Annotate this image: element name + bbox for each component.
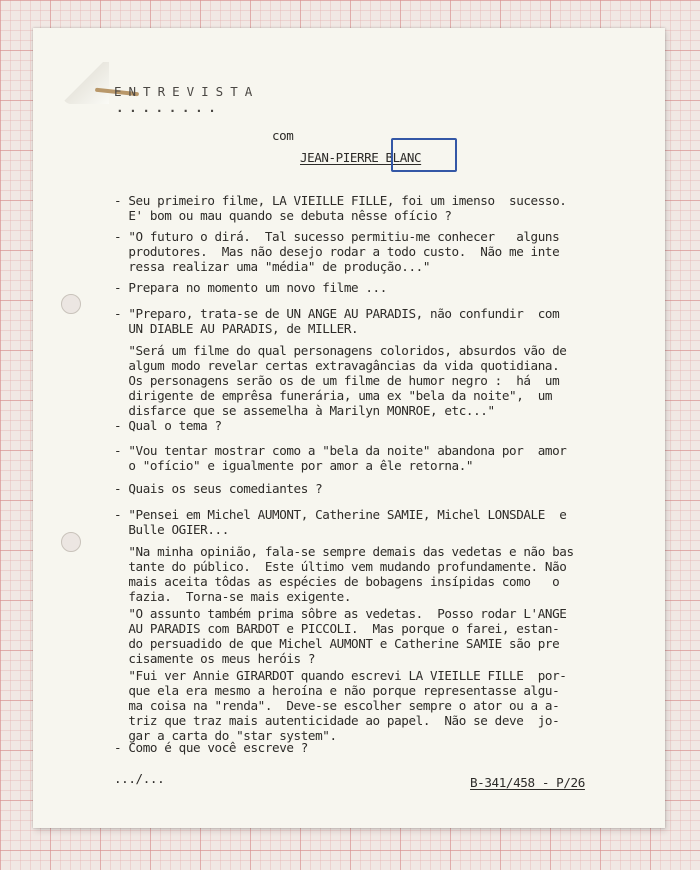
with-label: com — [272, 128, 294, 143]
continuation-mark: .../... — [114, 771, 165, 786]
handwritten-blue-box — [391, 138, 457, 172]
punch-hole-upper — [61, 294, 81, 314]
paragraph-answer-2b: "Será um filme do qual personagens coloridos, absurdos vão de algum modo revelar certas extravagâncias da vida quotidiana. Os personagens serão os de um filme de humor negro : há um dirigente de emprêsa funerária, uma ex "bela da noite", um disfarce que se assemelha à Marilyn MONROE, etc..." — [128, 343, 567, 418]
paragraph-question-5: - Como é que você escreve ? — [114, 740, 308, 755]
punch-hole-lower — [61, 532, 81, 552]
paragraph-question-3: - Qual o tema ? — [114, 418, 222, 433]
folded-corner — [63, 62, 109, 104]
interviewee-name: JEAN-PIERRE BLANC — [300, 150, 422, 165]
document-heading: ENTREVISTA — [114, 84, 260, 99]
heading-underline-dots: ........ — [116, 100, 222, 115]
paragraph-question-1: - Seu primeiro filme, LA VIEILLE FILLE, foi um imenso sucesso. E' bom ou mau quando se debuta nêsse ofício ? — [114, 193, 567, 223]
paragraph-answer-4: - "Pensei em Michel AUMONT, Catherine SAMIE, Michel LONSDALE e Bulle OGIER... — [114, 507, 567, 537]
paragraph-answer-3: - "Vou tentar mostrar como a "bela da noite" abandona por amor o "ofício" e igualmente por amor a êle retorna." — [114, 443, 567, 473]
paragraph-answer-2: - "Preparo, trata-se de UN ANGE AU PARADIS, não confundir com UN DIABLE AU PARADIS, de MILLER. — [114, 306, 560, 336]
paragraph-answer-1: - "O futuro o dirá. Tal sucesso permitiu-me conhecer alguns produtores. Mas não desejo rodar a todo custo. Não me inte ressa realizar uma "média" de produção..." — [114, 229, 560, 274]
document-reference: B-341/458 - P/26 — [470, 775, 585, 790]
paragraph-answer-4b: "Na minha opinião, fala-se sempre demais das vedetas e não bas tante do público. Este último vem mudando profundamente. Não mais aceita tôdas as espécies de bobagens insípidas como o fazia. Torna-se mais exigente. — [128, 544, 574, 604]
paragraph-question-4: - Quais os seus comediantes ? — [114, 481, 323, 496]
paragraph-question-2: - Prepara no momento um novo filme ... — [114, 280, 387, 295]
paragraph-answer-4d: "Fui ver Annie GIRARDOT quando escrevi LA VIEILLE FILLE por- que ela era mesmo a heroína e não porque representasse algu- ma coisa na "renda". Deve-se escolher sempre o ator ou a a- triz que traz mais autenticidade ao papel. Não se deve jo- gar a carta do "star system". — [128, 668, 567, 743]
paragraph-answer-4c: "O assunto também prima sôbre as vedetas. Posso rodar L'ANGE AU PARADIS com BARDOT e PICCOLI. Mas porque o farei, estan- do persuadido de que Michel AUMONT e Catherine SAMIE são pre cisamente os meus heróis ? — [128, 606, 567, 666]
